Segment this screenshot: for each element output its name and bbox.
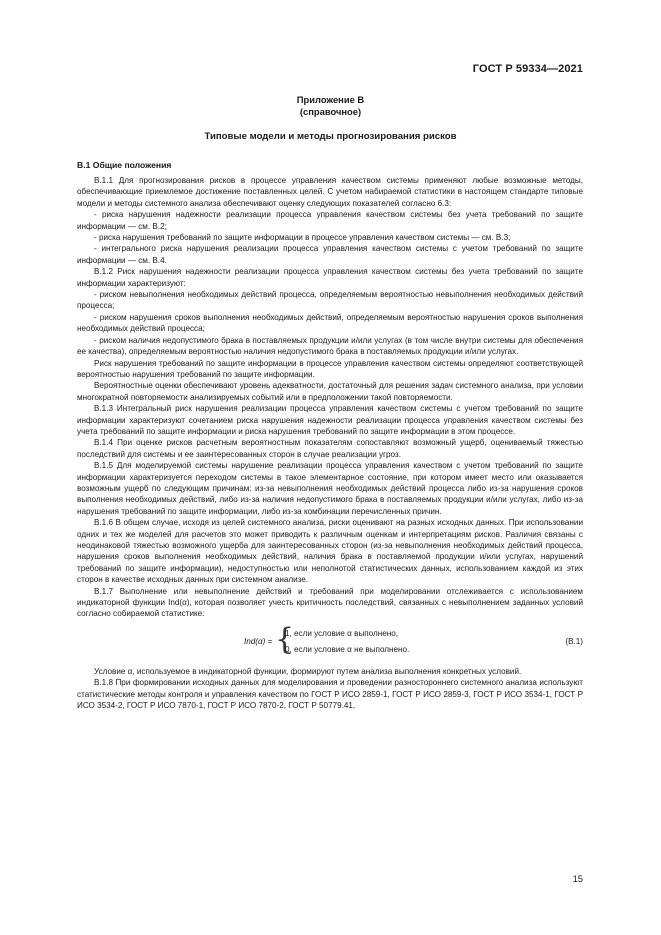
paragraph-condition: Условие α, используемое в индикаторной функции, формируют путем анализа выполнения конкретных условий. (94, 666, 522, 676)
formula-case-true: 1, если условие α выполнено, (285, 628, 399, 638)
list-item-risk-reliability: - риска нарушения надежности реализации процесса управления качеством системы без учета требований по защите информации — см. В.2; (77, 210, 583, 231)
indicator-formula (77, 621, 583, 661)
formula-lhs: Ind(α) = (244, 636, 273, 646)
paragraph-b-1-3: В.1.3 Интегральный риск нарушения реализации процесса управления качеством системы с учетом требований по защите информации характеризуют сочетанием риска нарушения надежности реализации процесса управления качеством системы без учета требований по защите информации и риска нарушения требований по защите информации в этом процессе. (77, 404, 583, 436)
section-heading: В.1 Общие положения (77, 160, 172, 170)
paragraph-probabilistic-estimates: Вероятностные оценки обеспечивают уровень адекватности, достаточный для решения задач системного анализа, при условии многократной повторяемости анализируемых событий или в предположении такой повторяемости. (77, 381, 583, 402)
page-number: 15 (572, 873, 583, 884)
list-item-defects: - риском наличия недопустимого брака в поставляемых продукции и/или услугах (в том числе внутри системы для обеспечения ее качества), определяемым вероятностью наличия недопустимого брака в поставляемых продукции и/или услугах. (77, 335, 583, 357)
paragraph-b-1-6: В.1.6 В общем случае, исходя из целей системного анализа, риски оценивают на разных исходных данных. При использовании одних и тех же моделей для расчетов это может приводить к различным оценкам и интерпретациям рисков. Различия связаны с неодинаковой тяжестью возможного ущерба для заинтересованных сторон (из-за невыполнения необходимых действий процесса, нарушения сроков выполнения необходимых действий, наличия брака в поставляемой продукции и/или услугах, нарушений требований по защите информации), недоступностью или неполнотой статистических данных, использованием каждой из этих сторон в качестве исходных данных при системном анализе. (77, 518, 583, 585)
paragraph-b-1-2: В.1.2 Риск нарушения надежности реализации процесса управления качеством системы без учета требований по защите информации характеризуют: (77, 267, 583, 288)
paragraph-b-1-1: В.1.1 Для прогнозирования рисков в процессе управления качеством системы применяют любые возможные методы, обеспечивающие приемлемое достижение поставленных целей. С учетом набираемой статистики в настоящем стандарте типовые модели и методы системного анализа обеспечивают оценку следующих показателей согласно 6.3: (77, 176, 583, 208)
appendix-heading (0, 94, 661, 118)
paragraph-b-1-5: В.1.5 Для моделируемой системы нарушение реализации процесса управления качеством с учетом требований по защите информации характеризуется переходом системы в такое элементарное состояние, при котором имеет место или оказывается возможным ущерб по следующим причинам: из-за невыполнения необходимых действий процесса либо из-за нарушения сроков выполнения необходимых действий, либо из-за наличия недопустимого брака в поставляемых продукции и/или услугах, либо из-за нарушения требований по защите информации, либо из-за комбинации перечисленных причин. (77, 461, 583, 516)
paragraph-b-1-7: В.1.7 Выполнение или невыполнение действий и требований при моделировании отслеживается с использованием индикаторной функции Ind(α), которая позволяет учесть критичность последствий, связанных с невыполнением заданных условий согласно собираемой статистике: (77, 586, 583, 619)
appendix-subtitle: (справочное) (299, 106, 362, 117)
document-body (77, 160, 583, 711)
paragraph-b-1-8: В.1.8 При формировании исходных данных для моделирования и проведении разностороннего системного анализа используют статистические методы контроля и управления качеством по ГОСТ Р ИСО 2859-1, ГОСТ Р ИСО 2859-3, ГОСТ Р ИСО 3534-1, ГОСТ Р ИСО 3534-2, ГОСТ Р ИСО 7870-1, ГОСТ Р ИСО 7870-2, ГОСТ Р 50779.41, (77, 678, 583, 711)
formula-number: (В.1) (565, 636, 583, 646)
document-title: Типовые модели и методы прогнозирования рисков (204, 131, 457, 142)
list-item-nonperformance: - риском невыполнения необходимых действий процесса, определяемым вероятностью невыполнения необходимых действий процесса; (77, 290, 583, 311)
list-item-risk-protection: - риска нарушения требований по защите информации в процессе управления качеством системы — см. В.3; (94, 233, 511, 243)
list-item-deadlines: - риском нарушения сроков выполнения необходимых действий, определяемым вероятностью нарушения сроков выполнения необходимых действий процесса; (77, 312, 583, 334)
formula-case-false: 0, если условие α не выполнено. (285, 644, 410, 654)
appendix-title: Приложение В (296, 94, 365, 105)
list-item-risk-integral: - интегрального риска нарушения реализации процесса управления качеством системы с учетом требований по защите информации — см. В.4. (77, 244, 583, 265)
paragraph-protection-risk: Риск нарушения требований по защите информации в процессе управления качеством системы определяют соответствующей вероятностью нарушения требований по защите информации. (77, 358, 583, 379)
paragraph-b-1-4: В.1.4 При оценке рисков расчетным вероятностным показателям сопоставляют возможный ущерб, оцениваемый тяжестью последствий для системы и ее заинтересованных сторон в случае реализации угроз. (77, 438, 583, 459)
standard-code-header: ГОСТ Р 59334—2021 (472, 63, 583, 75)
left-brace-icon: { (275, 621, 295, 657)
